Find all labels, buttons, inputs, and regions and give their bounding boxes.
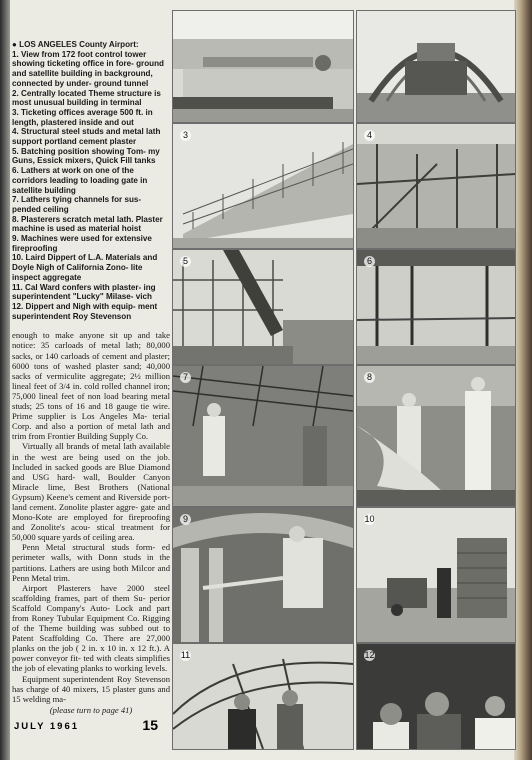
photo-number: 11 <box>180 650 191 660</box>
caption-12: 12. Dippert and Nigh with equip- ment superintendent Roy Stevenson <box>12 301 158 321</box>
article-column <box>12 40 170 715</box>
page-binding <box>0 0 10 760</box>
caption-3: 3. Ticketing offices average 500 ft. in length, plastered inside and out <box>12 107 153 127</box>
continued-note: (please turn to page 41) <box>49 704 133 715</box>
photo-number: 4 <box>364 130 375 141</box>
page-footer <box>14 716 164 736</box>
caption-7: 7. Lathers tying channels for sus- pended ceiling <box>12 195 142 214</box>
scaffold-illustration <box>173 124 353 248</box>
photo-4-steel-studs <box>356 123 516 249</box>
page-number: 15 <box>142 717 158 733</box>
caption-8: 8. Plasterers scratch metal lath. Plaster machine is used as material hoist <box>12 214 163 234</box>
photo-number: 3 <box>180 130 191 141</box>
caption-5: 5. Batching position showing Tom- my Guns, Essick mixers, Quick Fill tanks <box>12 146 160 166</box>
issue-date: JULY 1961 <box>14 721 80 732</box>
caption-10: 10. Laird Dippert of L.A. Materials and Doyle Nigh of California Zono- lite inspect aggregate <box>12 253 158 282</box>
photo-8-plasterers <box>356 365 516 507</box>
body-paragraph: Penn Metal structural studs form- ed perimeter walls, with Donn studs in the partitions. Lathers are using both Milcor and Penn Metal trim. <box>12 542 170 583</box>
photo-number: 12 <box>364 650 375 660</box>
article-body <box>12 330 170 715</box>
body-paragraph: enough to make anyone sit up and take notice: 35 carloads of metal lath; 80,000 sacks, or 140 carloads of cement and plaster; 6000 tons of washed plaster sand; 40,000 sacks of vermiculite aggregate; 2½ million lineal feet of 3/4 in. cold rolled channel iron; 75,000 lineal feet of non load bearing metal studs; 25 tons of 16 and 18 gauge tie wire. Prime supplier is Los Angeles Ma- terial Corp. and also a portion of metal lath and trim from Frontier Building Supply Co. <box>12 330 170 442</box>
ceiling-illustration <box>173 366 353 506</box>
caption-4: 4. Structural steel studs and metal lath support portland cement plaster <box>12 127 161 147</box>
body-paragraph: Equipment superintendent Roy Stevenson has charge of 40 mixers, 15 plaster guns and 15 welding ma- <box>12 673 170 704</box>
studs-illustration <box>357 124 515 248</box>
body-paragraph: Virtually all brands of metal lath available in the west are being used on the job. Included in sacked goods are Blue Diamond and USG hard- wall, Boulder Canyon Miracle lime, Best Brothers (National Gypsum) Keene's cement and Riverside port- land cement. Zonolite plaster aggre- gate and Mono-Kote are employed for fireproofing and Zonolite's acou- stical treatment for 50,000 square yards of ceiling area. <box>12 441 170 543</box>
photo-number: 10 <box>364 514 375 524</box>
photo-12-superintendents <box>356 643 516 750</box>
caption-2: 2. Centrally located Theme structure is most unusual building in terminal <box>12 88 161 108</box>
photo-5-batching <box>172 249 354 365</box>
caption-heading: ● LOS ANGELES County Airport: <box>12 40 139 49</box>
photo-number: 8 <box>364 372 375 383</box>
plasterers-illustration <box>357 366 515 506</box>
inspection-illustration <box>357 508 515 642</box>
caption-6: 6. Lathers at work on one of the corridors leading to loading gate in satellite building <box>12 166 148 195</box>
corridor-illustration <box>357 250 515 364</box>
conference-illustration <box>173 644 353 749</box>
aerial-illustration <box>173 11 353 122</box>
page-edge <box>514 0 532 760</box>
photo-aerial-view <box>172 10 354 123</box>
photo-number: 7 <box>180 372 191 383</box>
superintendents-illustration <box>357 644 515 749</box>
photo-6-corridor <box>356 249 516 365</box>
photo-theme-building <box>356 10 516 123</box>
photo-11-conference <box>172 643 354 750</box>
caption-heading-text: LOS ANGELES County Airport: <box>19 40 139 49</box>
photo-10-inspection <box>356 507 516 643</box>
fireproofing-illustration <box>173 508 353 642</box>
caption-11: 11. Cal Ward confers with plaster- ing superintendent "Lucky" Milase- vich <box>12 282 156 302</box>
photo-number: 5 <box>180 256 191 267</box>
photo-number: 9 <box>180 514 191 525</box>
body-paragraph: Airport Plasterers have 2000 steel scaffolding frames, part of them Su- perior Scaffold Company's Auto- Lock and part from Roney Tubular Equipment Co. Rigging of the Theme building was subbed out to Patent Scaffolding Co. There are 27,000 planks on the job ( 2 in. x 10 in. x 12 ft.). A power conveyor fit- ted with cleats simplifies the job of elevating planks to working levels. <box>12 582 170 674</box>
photo-grid <box>172 10 514 748</box>
photo-9-fireproofing <box>172 507 354 643</box>
photo-3-ticketing-offices <box>172 123 354 249</box>
batching-illustration <box>173 250 353 364</box>
photo-number: 6 <box>364 256 375 267</box>
theme-building-illustration <box>357 11 515 122</box>
caption-list <box>12 40 170 321</box>
caption-9: 9. Machines were used for extensive fireproofing <box>12 234 152 253</box>
caption-1: 1. View from 172 foot control tower showing ticketing office in fore- ground and satellite building in background, connected by under- ground tunnel <box>12 49 164 88</box>
photo-7-ceiling-channels <box>172 365 354 507</box>
